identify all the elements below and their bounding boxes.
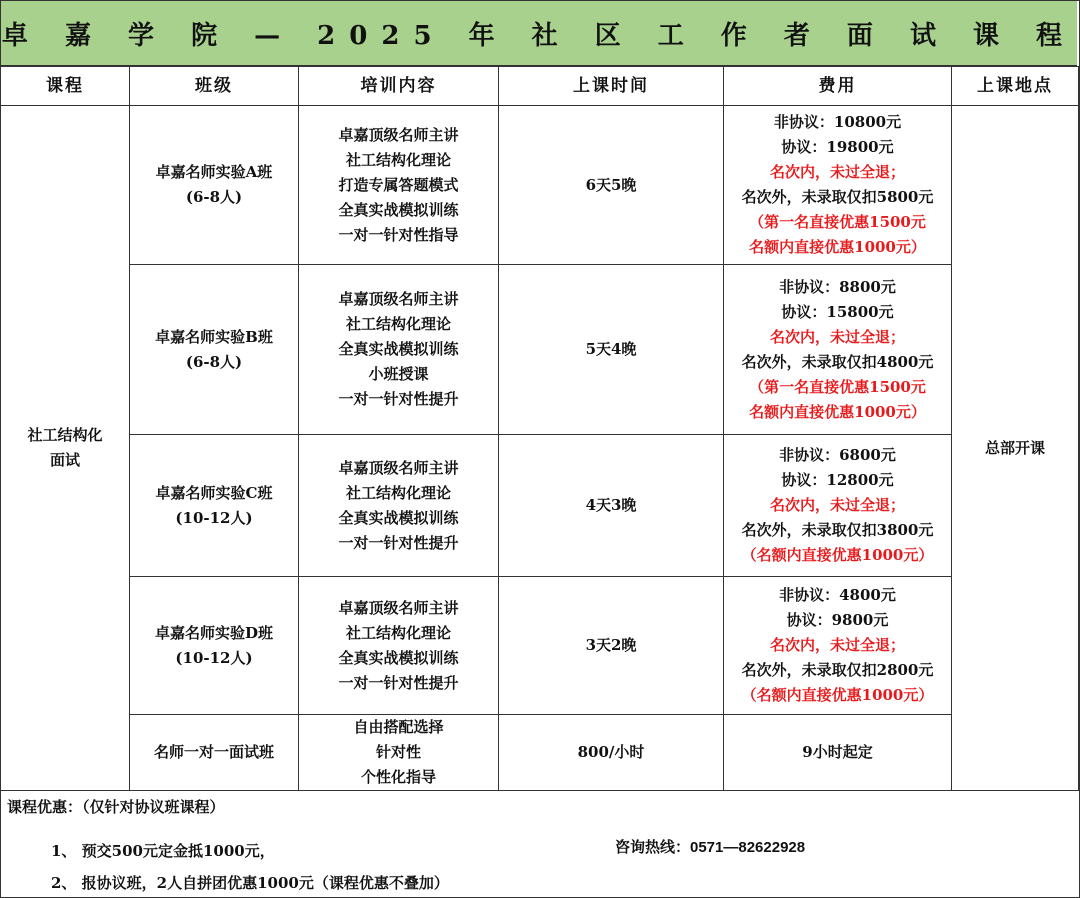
time-cell: 4天3晚: [499, 435, 724, 577]
fee-cell: [724, 577, 952, 715]
fee-line: 名次外，未录取仅扣3800元: [741, 521, 934, 539]
discount-section: [1, 792, 1077, 896]
header-time: 上课时间: [499, 67, 724, 106]
class-cell: [130, 577, 299, 715]
table-row: [1, 106, 1079, 265]
class-cell: [130, 106, 299, 265]
fee-cell: [724, 435, 952, 577]
course-table: [0, 66, 1079, 791]
fee-line: 协议：15800元: [781, 302, 894, 321]
fee-line: 非协议：10800元: [773, 113, 902, 131]
fee-line: 名次外，未录取仅扣4800元: [741, 352, 934, 371]
fee-line: 协议：9800元: [786, 611, 889, 629]
content-line: 卓嘉顶级名师主讲: [338, 598, 459, 617]
time-cell: 3天2晚: [499, 577, 724, 715]
class-size: (6-8人): [185, 352, 243, 371]
time-cell: 5天4晚: [499, 265, 724, 435]
header-content: 培训内容: [299, 67, 499, 106]
content-cell: [299, 435, 499, 577]
table-row: [1, 577, 1079, 715]
fee-highlight-line: （第一名直接优惠1500元: [749, 377, 926, 396]
fee-highlight-line: 名额内直接优惠1000元）: [749, 238, 926, 256]
content-line: 针对性: [375, 743, 421, 761]
fee-line: 非协议：6800元: [779, 446, 896, 464]
header-fee: 费用: [724, 67, 952, 106]
table-row: [1, 715, 1079, 791]
content-line: 全真实战模拟训练: [338, 340, 459, 358]
time-cell: 6天5晚: [499, 106, 724, 265]
header-course: 课程: [1, 67, 130, 106]
discount-item-1: 1、 预交500元定金抵1000元，: [51, 842, 275, 860]
class-size: (10-12人): [175, 648, 253, 667]
header-class: 班级: [130, 67, 299, 106]
hotline: 咨询热线：0571—82622928: [615, 839, 806, 856]
class-name: 卓嘉名师实验A班: [155, 163, 273, 181]
time-cell: 800/小时: [499, 715, 724, 791]
content-line: 卓嘉顶级名师主讲: [338, 125, 459, 144]
location-cell: 总部开课: [952, 106, 1079, 791]
content-cell: [299, 715, 499, 791]
class-cell: [130, 265, 299, 435]
fee-highlight-line: 名次内，未过全退；: [769, 496, 905, 514]
content-line: 打造专属答题模式: [338, 175, 459, 194]
fee-line: 9小时起定: [802, 743, 873, 761]
content-line: 社工结构化理论: [345, 623, 451, 642]
discount-item-2: 2、 报协议班，2人自拼团优惠1000元（课程优惠不叠加）: [51, 874, 449, 892]
class-size: (10-12人): [175, 508, 253, 527]
content-line: 一对一针对性指导: [338, 225, 459, 244]
fee-line: 协议：12800元: [781, 471, 894, 489]
course-name-line: 面试: [49, 451, 80, 469]
fee-highlight-line: （名额内直接优惠1000元）: [741, 546, 934, 564]
class-name: 卓嘉名师实验C班: [155, 483, 273, 502]
content-cell: [299, 106, 499, 265]
table-row: [1, 265, 1079, 435]
content-line: 个性化指导: [360, 768, 436, 786]
content-line: 全真实战模拟训练: [338, 200, 459, 219]
content-line: 自由搭配选择: [353, 718, 444, 736]
fee-line: 非协议：8800元: [779, 277, 896, 296]
content-line: 社工结构化理论: [345, 150, 451, 169]
page-title: 卓 嘉 学 院 — 2025 年 社 区 工 作 者 面 试 课 程: [1, 1, 1077, 66]
content-line: 卓嘉顶级名师主讲: [338, 458, 459, 477]
fee-highlight-line: （名额内直接优惠1000元）: [741, 686, 934, 704]
table-row: [1, 435, 1079, 577]
content-cell: [299, 265, 499, 435]
class-cell: [130, 435, 299, 577]
class-name: 卓嘉名师实验D班: [154, 623, 273, 642]
class-name: 名师一对一面试班: [153, 743, 274, 761]
fee-highlight-line: （第一名直接优惠1500元: [749, 213, 926, 231]
content-line: 卓嘉顶级名师主讲: [338, 290, 459, 308]
header-location: 上课地点: [952, 67, 1079, 106]
fee-highlight-line: 名次内，未过全退；: [769, 327, 905, 346]
fee-cell: [724, 715, 952, 791]
table-header-row: [1, 67, 1079, 106]
course-name-cell: [1, 106, 130, 791]
fee-line: 非协议：4800元: [779, 586, 896, 604]
content-line: 社工结构化理论: [345, 483, 451, 502]
content-line: 一对一针对性提升: [338, 390, 459, 408]
fee-line: 名次外，未录取仅扣2800元: [741, 661, 934, 679]
class-name: 卓嘉名师实验B班: [155, 327, 273, 346]
fee-line: 名次外，未录取仅扣5800元: [741, 188, 934, 206]
course-name-line: 社工结构化: [27, 426, 103, 444]
class-cell: [130, 715, 299, 791]
content-cell: [299, 577, 499, 715]
content-line: 全真实战模拟训练: [338, 648, 459, 667]
fee-line: 协议：19800元: [781, 138, 894, 156]
class-size: (6-8人): [185, 188, 243, 206]
content-line: 全真实战模拟训练: [338, 508, 459, 527]
fee-highlight-line: 名次内，未过全退；: [769, 636, 905, 654]
fee-highlight-line: 名次内，未过全退；: [769, 163, 905, 181]
discount-heading: 课程优惠：（仅针对协议班课程）: [7, 798, 225, 816]
content-line: 一对一针对性提升: [338, 533, 459, 552]
content-line: 一对一针对性提升: [338, 673, 459, 692]
content-line: 社工结构化理论: [345, 315, 451, 333]
content-line: 小班授课: [368, 365, 429, 383]
fee-highlight-line: 名额内直接优惠1000元）: [749, 402, 926, 421]
fee-cell: [724, 265, 952, 435]
fee-cell: [724, 106, 952, 265]
